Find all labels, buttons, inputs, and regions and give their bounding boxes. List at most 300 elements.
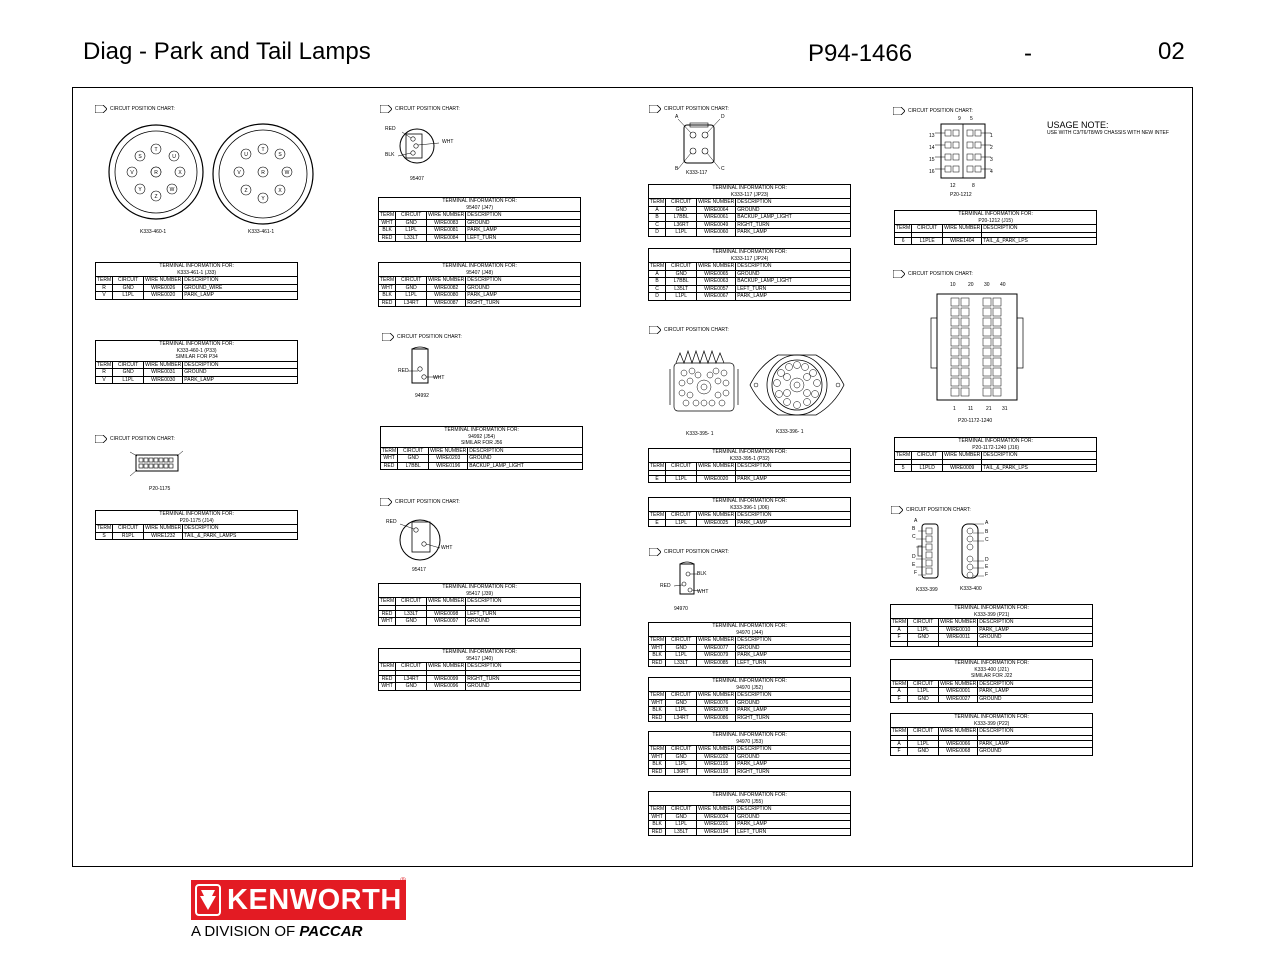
pin-label: C (721, 166, 725, 172)
pin-cavity (993, 348, 1001, 356)
table-row (649, 644, 851, 652)
connector-label: K333-117 (686, 170, 708, 176)
terminal-info-table (648, 677, 851, 722)
column-header-circuit: CIRCUIT (908, 680, 939, 688)
pin-label: 13 (929, 133, 935, 139)
column-header-term: TERM (896, 452, 911, 458)
connector-94970-drawing (670, 560, 720, 606)
term-cell: RED (379, 610, 396, 618)
chart-label (893, 269, 973, 279)
wire-cell: WIRE0203 (429, 455, 468, 463)
table-row (649, 699, 851, 707)
column-header-term: TERM (380, 212, 395, 218)
column-header-term: TERM (382, 447, 397, 454)
chart-tag-icon (891, 506, 903, 514)
description-cell: GROUND (736, 699, 851, 707)
pin-label: 31 (1002, 406, 1008, 412)
spacer-row (891, 641, 1093, 646)
wire-cell: WIRE0097 (427, 618, 466, 626)
caption-line: K333-399 (P22) (973, 720, 1010, 727)
table-row (379, 234, 581, 242)
term-cell: WHT (649, 644, 666, 652)
terminal-info-table (95, 262, 298, 300)
circuit-cell: L33LT (396, 234, 427, 242)
circuit-cell: GND (396, 683, 427, 691)
description-cell: RIGHT_TURN (736, 221, 851, 229)
pin-label: F (914, 570, 918, 576)
table-row (96, 532, 298, 540)
chart-label (649, 325, 729, 335)
table-row (895, 237, 1097, 245)
pin-label: 1 (953, 406, 956, 412)
connector-k333-396-drawing (744, 343, 850, 427)
term-cell: 6 (895, 237, 912, 245)
term-cell: WHT (379, 618, 396, 626)
pin-label-red: RED (398, 368, 409, 374)
connector-label: K333-396- 1 (776, 429, 804, 435)
pin-label: S (278, 152, 282, 158)
chart-label-text: CIRCUIT POSITION CHART: (664, 327, 729, 333)
circuit-cell: GND (666, 813, 697, 821)
wire-cell: WIRE0065 (697, 270, 736, 278)
column-header-desc: DESCRIPTION (736, 746, 851, 754)
column-header-desc: DESCRIPTION (982, 225, 1097, 233)
term-cell: B (649, 278, 666, 286)
wire-cell: WIRE0025 (697, 519, 736, 527)
caption-line: TERMINAL INFORMATION FOR: (442, 584, 517, 590)
wire-cell: WIRE0084 (427, 234, 466, 242)
pin-label: X (278, 188, 282, 194)
logo-bar (191, 880, 406, 920)
column-header-wire: WIRE NUMBER (428, 277, 465, 283)
term-cell: A (649, 206, 666, 214)
column-header-wire: WIRE NUMBER (940, 728, 977, 734)
wire-cell: WIRE0079 (697, 652, 736, 660)
table-row (379, 683, 581, 691)
wire-cell: WIRE0026 (144, 284, 183, 292)
pin-label: 5 (970, 116, 973, 122)
circuit-cell: L1PLE (912, 237, 943, 245)
caption-line: TERMINAL INFORMATION FOR: (958, 438, 1033, 444)
chart-label-text: CIRCUIT POSITION CHART: (908, 271, 973, 277)
term-cell: WHT (379, 219, 396, 227)
table-row (891, 626, 1093, 634)
pin-label: A (985, 520, 989, 526)
column-header-wire: WIRE NUMBER (940, 680, 977, 687)
term-cell: D (649, 229, 666, 237)
pin-label: 16 (929, 169, 935, 175)
table-caption (649, 498, 851, 512)
chart-tag-icon (649, 326, 661, 334)
chart-label-text: CIRCUIT POSITION CHART: (395, 499, 460, 505)
pin-label-red: RED (386, 519, 397, 525)
table-row (649, 753, 851, 761)
table-caption (379, 263, 581, 277)
description-cell: PARK_LAMP (736, 761, 851, 769)
term-cell: BLK (649, 652, 666, 660)
circuit-cell: GND (666, 270, 697, 278)
column-header-circuit: CIRCUIT (396, 598, 427, 606)
column-header-term: TERM (97, 361, 112, 368)
wire-cell: WIRE0020 (697, 475, 736, 483)
pin-label: D (985, 557, 989, 563)
pin-cavity (983, 328, 991, 336)
column-header-desc: DESCRIPTION (468, 447, 583, 455)
table-row (649, 714, 851, 722)
pin-cavity (983, 358, 991, 366)
pin-label: 11 (968, 406, 974, 412)
wire-cell: WIRE0001 (939, 688, 978, 696)
caption-line: TERMINAL INFORMATION FOR: (712, 498, 787, 504)
column-header-circuit: CIRCUIT (666, 692, 697, 700)
division-text: A DIVISION OF (191, 923, 296, 940)
pin-label: A (675, 114, 679, 120)
caption-line: TERMINAL INFORMATION FOR: (159, 341, 234, 347)
pin-cavity (961, 358, 969, 366)
pin-label-wht: WHT (441, 545, 453, 551)
column-header-circuit: CIRCUIT (113, 361, 144, 369)
pin-cavity (951, 318, 959, 326)
pin-label: D (721, 114, 725, 120)
column-header-desc: DESCRIPTION (736, 199, 851, 207)
description-cell: PARK_LAMP (183, 292, 298, 300)
pin-label: E (912, 562, 916, 568)
caption-line: K333-395-1 (P32) (729, 455, 770, 462)
terminal-info-table (648, 497, 851, 527)
circuit-cell: L1PL (666, 293, 697, 301)
column-header-circuit: CIRCUIT (666, 199, 697, 207)
pin-label: 10 (950, 282, 956, 288)
pin-label: X (178, 170, 182, 176)
pin-label: V (130, 170, 134, 176)
column-header-wire: WIRE NUMBER (698, 806, 735, 812)
connector-95417-drawing (394, 512, 446, 566)
table-row (649, 206, 851, 214)
caption-line: TERMINAL INFORMATION FOR: (954, 714, 1029, 720)
pin-label: 9 (958, 116, 961, 122)
term-cell: E (649, 519, 666, 527)
terminal-info-table (894, 437, 1097, 472)
caption-line: 94970 (J53) (736, 738, 763, 745)
pin-label-wht: WHT (697, 589, 709, 595)
column-header-desc: DESCRIPTION (978, 728, 1093, 736)
column-header-desc: DESCRIPTION (466, 212, 581, 220)
pin-label: 30 (984, 282, 990, 288)
description-cell: LEFT_TURN (736, 828, 851, 836)
wire-cell: WIRE0082 (427, 284, 466, 292)
pin-cavity (983, 368, 991, 376)
description-cell: GROUND (466, 284, 581, 292)
table-caption (649, 678, 851, 692)
description-cell: LEFT_TURN (466, 234, 581, 242)
term-cell: A (891, 626, 908, 634)
table-row (379, 675, 581, 683)
pin-cavity (983, 298, 991, 306)
description-cell: BACKUP_LAMP_LIGHT (468, 462, 583, 470)
column-header-wire: WIRE NUMBER (944, 452, 981, 458)
term-cell: RED (381, 462, 398, 470)
sheet-number: 02 (1158, 38, 1185, 65)
term-cell: BLK (379, 292, 396, 300)
description-cell: BACKUP_LAMP_LIGHT (736, 214, 851, 222)
description-cell: TAIL_&_PARK_LPS (982, 237, 1097, 245)
pin-label: A (914, 518, 918, 524)
connector-95407-drawing (392, 124, 444, 174)
column-header-desc: DESCRIPTION (183, 525, 298, 533)
kenworth-logo (191, 876, 406, 940)
table-row (649, 519, 851, 527)
circuit-cell: L36RT (666, 768, 697, 776)
column-header-desc: DESCRIPTION (736, 692, 851, 700)
table-row (649, 221, 851, 229)
term-cell: D (649, 293, 666, 301)
circuit-cell: GND (113, 369, 144, 377)
header-dash: - (1024, 40, 1032, 67)
terminal-info-table (648, 184, 851, 237)
column-header-wire: WIRE NUMBER (430, 447, 467, 454)
wire-cell: WIRE0099 (427, 675, 466, 683)
term-cell: F (891, 695, 908, 703)
description-cell: RIGHT_TURN (736, 714, 851, 722)
pin-label: B (675, 166, 679, 172)
circuit-cell: L1PLD (912, 464, 943, 472)
table-row (649, 813, 851, 821)
chart-label (95, 104, 175, 114)
table-row (891, 634, 1093, 642)
chart-label-text: CIRCUIT POSITION CHART: (110, 106, 175, 112)
table-caption (891, 605, 1093, 619)
column-header-circuit: CIRCUIT (396, 212, 427, 220)
pin-label: 15 (929, 157, 935, 163)
pin-cavity (961, 318, 969, 326)
column-header-term: TERM (380, 663, 395, 669)
table-row (649, 707, 851, 715)
description-cell: GROUND (183, 369, 298, 377)
pin-cavity (951, 338, 959, 346)
circuit-cell: L1PL (666, 229, 697, 237)
column-header-circuit: CIRCUIT (908, 619, 939, 627)
caption-line: K333-461-1 (J33) (177, 269, 217, 276)
circuit-cell: GND (666, 753, 697, 761)
pin-label: R (154, 170, 158, 176)
pin-label: F (985, 572, 989, 578)
circuit-cell: L34RT (666, 714, 697, 722)
column-header-circuit: CIRCUIT (912, 452, 943, 460)
chart-label (649, 547, 729, 557)
wire-cell: WIRE0060 (697, 229, 736, 237)
registered-mark: ® (400, 876, 406, 885)
description-cell: PARK_LAMP (736, 519, 851, 527)
term-cell: F (891, 748, 908, 756)
wire-cell: WIRE0087 (427, 299, 466, 307)
description-cell: GROUND_WIRE (183, 284, 298, 292)
table-caption (649, 449, 851, 463)
description-cell: GROUND (466, 683, 581, 691)
table-row (379, 618, 581, 626)
pin-label: B (985, 529, 989, 535)
terminal-info-table (378, 583, 581, 626)
table-row (891, 740, 1093, 748)
table-caption (649, 623, 851, 637)
table-row (96, 292, 298, 300)
description-cell: GROUND (978, 748, 1093, 756)
terminal-info-table (648, 448, 851, 483)
column-header-circuit: CIRCUIT (666, 637, 697, 645)
circuit-cell: L7BBL (398, 462, 429, 470)
table-caption (96, 341, 298, 362)
term-cell: B (649, 214, 666, 222)
term-cell: BLK (649, 707, 666, 715)
caption-line: TERMINAL INFORMATION FOR: (712, 623, 787, 629)
column-header-circuit: CIRCUIT (113, 277, 144, 285)
caption-line: TERMINAL INFORMATION FOR: (712, 185, 787, 191)
table-row (649, 270, 851, 278)
circuit-cell: L1PL (113, 292, 144, 300)
pin-cavity (993, 328, 1001, 336)
table-row (379, 284, 581, 292)
table-row (379, 219, 581, 227)
connector-label: P20-1212 (950, 192, 972, 198)
pin-cavity (961, 388, 969, 396)
column-header-circuit: CIRCUIT (908, 728, 939, 736)
table-caption (96, 511, 298, 525)
circuit-cell: L1PL (908, 626, 939, 634)
circuit-cell: L1PL (666, 475, 697, 483)
description-cell: PARK_LAMP (736, 652, 851, 660)
table-row (891, 695, 1093, 703)
caption-line: 95417 (J40) (466, 655, 493, 662)
circuit-cell: GND (666, 644, 697, 652)
terminal-info-table (890, 713, 1093, 756)
term-cell: WHT (381, 455, 398, 463)
pin-cavity (993, 368, 1001, 376)
table-row (649, 475, 851, 483)
connector-label: 95407 (410, 176, 424, 182)
table-row (96, 376, 298, 384)
pin-cavity (951, 368, 959, 376)
term-cell: WHT (379, 284, 396, 292)
description-cell: BACKUP_LAMP_LIGHT (736, 278, 851, 286)
description-cell: GROUND (466, 618, 581, 626)
pin-label-blk: BLK (385, 152, 395, 158)
pin-cavity (961, 338, 969, 346)
table-row (649, 293, 851, 301)
circuit-cell: L36RT (666, 221, 697, 229)
caption-line: K333-460-1 (P33) (176, 347, 217, 354)
pin-label: E (985, 564, 989, 570)
column-header-term: TERM (650, 692, 665, 698)
wire-cell: WIRE0196 (429, 462, 468, 470)
pin-cavity (951, 328, 959, 336)
chart-tag-icon (380, 498, 392, 506)
wire-cell: WIRE0009 (943, 464, 982, 472)
caption-line: 95407 (J48) (466, 269, 493, 276)
chart-tag-icon (893, 270, 905, 278)
term-cell: A (649, 270, 666, 278)
pin-label: U (172, 154, 176, 160)
term-cell: RED (649, 714, 666, 722)
caption-line: K333-117 (JP24) (730, 255, 769, 262)
pin-label-wht: WHT (442, 139, 454, 145)
column-header-desc: DESCRIPTION (736, 512, 851, 520)
term-cell: C (649, 285, 666, 293)
column-header-circuit: CIRCUIT (666, 806, 697, 814)
term-cell: RED (379, 675, 396, 683)
caption-line: TERMINAL INFORMATION FOR: (712, 449, 787, 455)
caption-line: TERMINAL INFORMATION FOR: (442, 649, 517, 655)
pin-label: W (284, 170, 290, 176)
circuit-cell: L33LT (666, 659, 697, 667)
caption-line: TERMINAL INFORMATION FOR: (712, 249, 787, 255)
term-cell: RED (649, 768, 666, 776)
term-cell: BLK (649, 821, 666, 829)
caption-line: P20-1212 (J15) (978, 217, 1013, 224)
term-cell: F (891, 634, 908, 642)
caption-line: K333-399 (P21) (973, 611, 1010, 618)
connector-label: P20-1175 (149, 486, 171, 492)
caption-line: P20-1172-1240 (J16) (972, 444, 1020, 451)
terminal-info-table (378, 648, 581, 691)
connector-p20-1212-drawing (935, 118, 991, 182)
circuit-cell: L1PL (908, 688, 939, 696)
column-header-circuit: CIRCUIT (396, 663, 427, 671)
description-cell: GROUND (736, 753, 851, 761)
usage-note-title: USAGE NOTE: (1047, 120, 1109, 130)
description-cell: TAIL_&_PARK_LAMPS (183, 532, 298, 540)
table-caption (96, 263, 298, 277)
wire-cell: WIRE0020 (144, 292, 183, 300)
pin-label: W (169, 187, 175, 193)
connector-p20-1175-drawing (128, 448, 186, 480)
circuit-cell: L1PL (113, 376, 144, 384)
circuit-cell: GND (908, 748, 939, 756)
term-cell: R (96, 369, 113, 377)
column-header-wire: WIRE NUMBER (698, 692, 735, 698)
wire-cell: WIRE0201 (697, 821, 736, 829)
pin-cavity (951, 298, 959, 306)
connector-label: 94992 (415, 393, 429, 399)
terminal-info-table (648, 622, 851, 667)
column-header-wire: WIRE NUMBER (428, 663, 465, 669)
column-header-term: TERM (650, 463, 665, 469)
column-header-circuit: CIRCUIT (398, 447, 429, 455)
connector-label: K333-461-1 (248, 229, 275, 235)
terminal-info-table (890, 659, 1093, 703)
term-cell: C (649, 221, 666, 229)
pin-cavity (961, 328, 969, 336)
column-header-wire: WIRE NUMBER (145, 277, 182, 283)
description-cell: PARK_LAMP (183, 376, 298, 384)
pin-cavity (961, 378, 969, 386)
column-header-desc: DESCRIPTION (183, 361, 298, 369)
column-header-circuit: CIRCUIT (666, 746, 697, 754)
column-header-term: TERM (896, 225, 911, 231)
wire-cell: WIRE0081 (427, 227, 466, 235)
pin-label: C (912, 534, 916, 540)
description-cell: GROUND (736, 206, 851, 214)
description-cell: TAIL_&_PARK_LPS (982, 464, 1097, 472)
column-header-circuit: CIRCUIT (396, 277, 427, 285)
chart-tag-icon (649, 105, 661, 113)
pin-label: 40 (1000, 282, 1006, 288)
connector-label: 94970 (674, 606, 688, 612)
circuit-cell: L1PL (666, 821, 697, 829)
wire-cell: WIRE0027 (939, 695, 978, 703)
wire-cell: WIRE0011 (939, 634, 978, 642)
pin-label: 4 (990, 169, 993, 175)
connector-label: K333-400 (960, 586, 982, 592)
terminal-info-table (648, 248, 851, 301)
